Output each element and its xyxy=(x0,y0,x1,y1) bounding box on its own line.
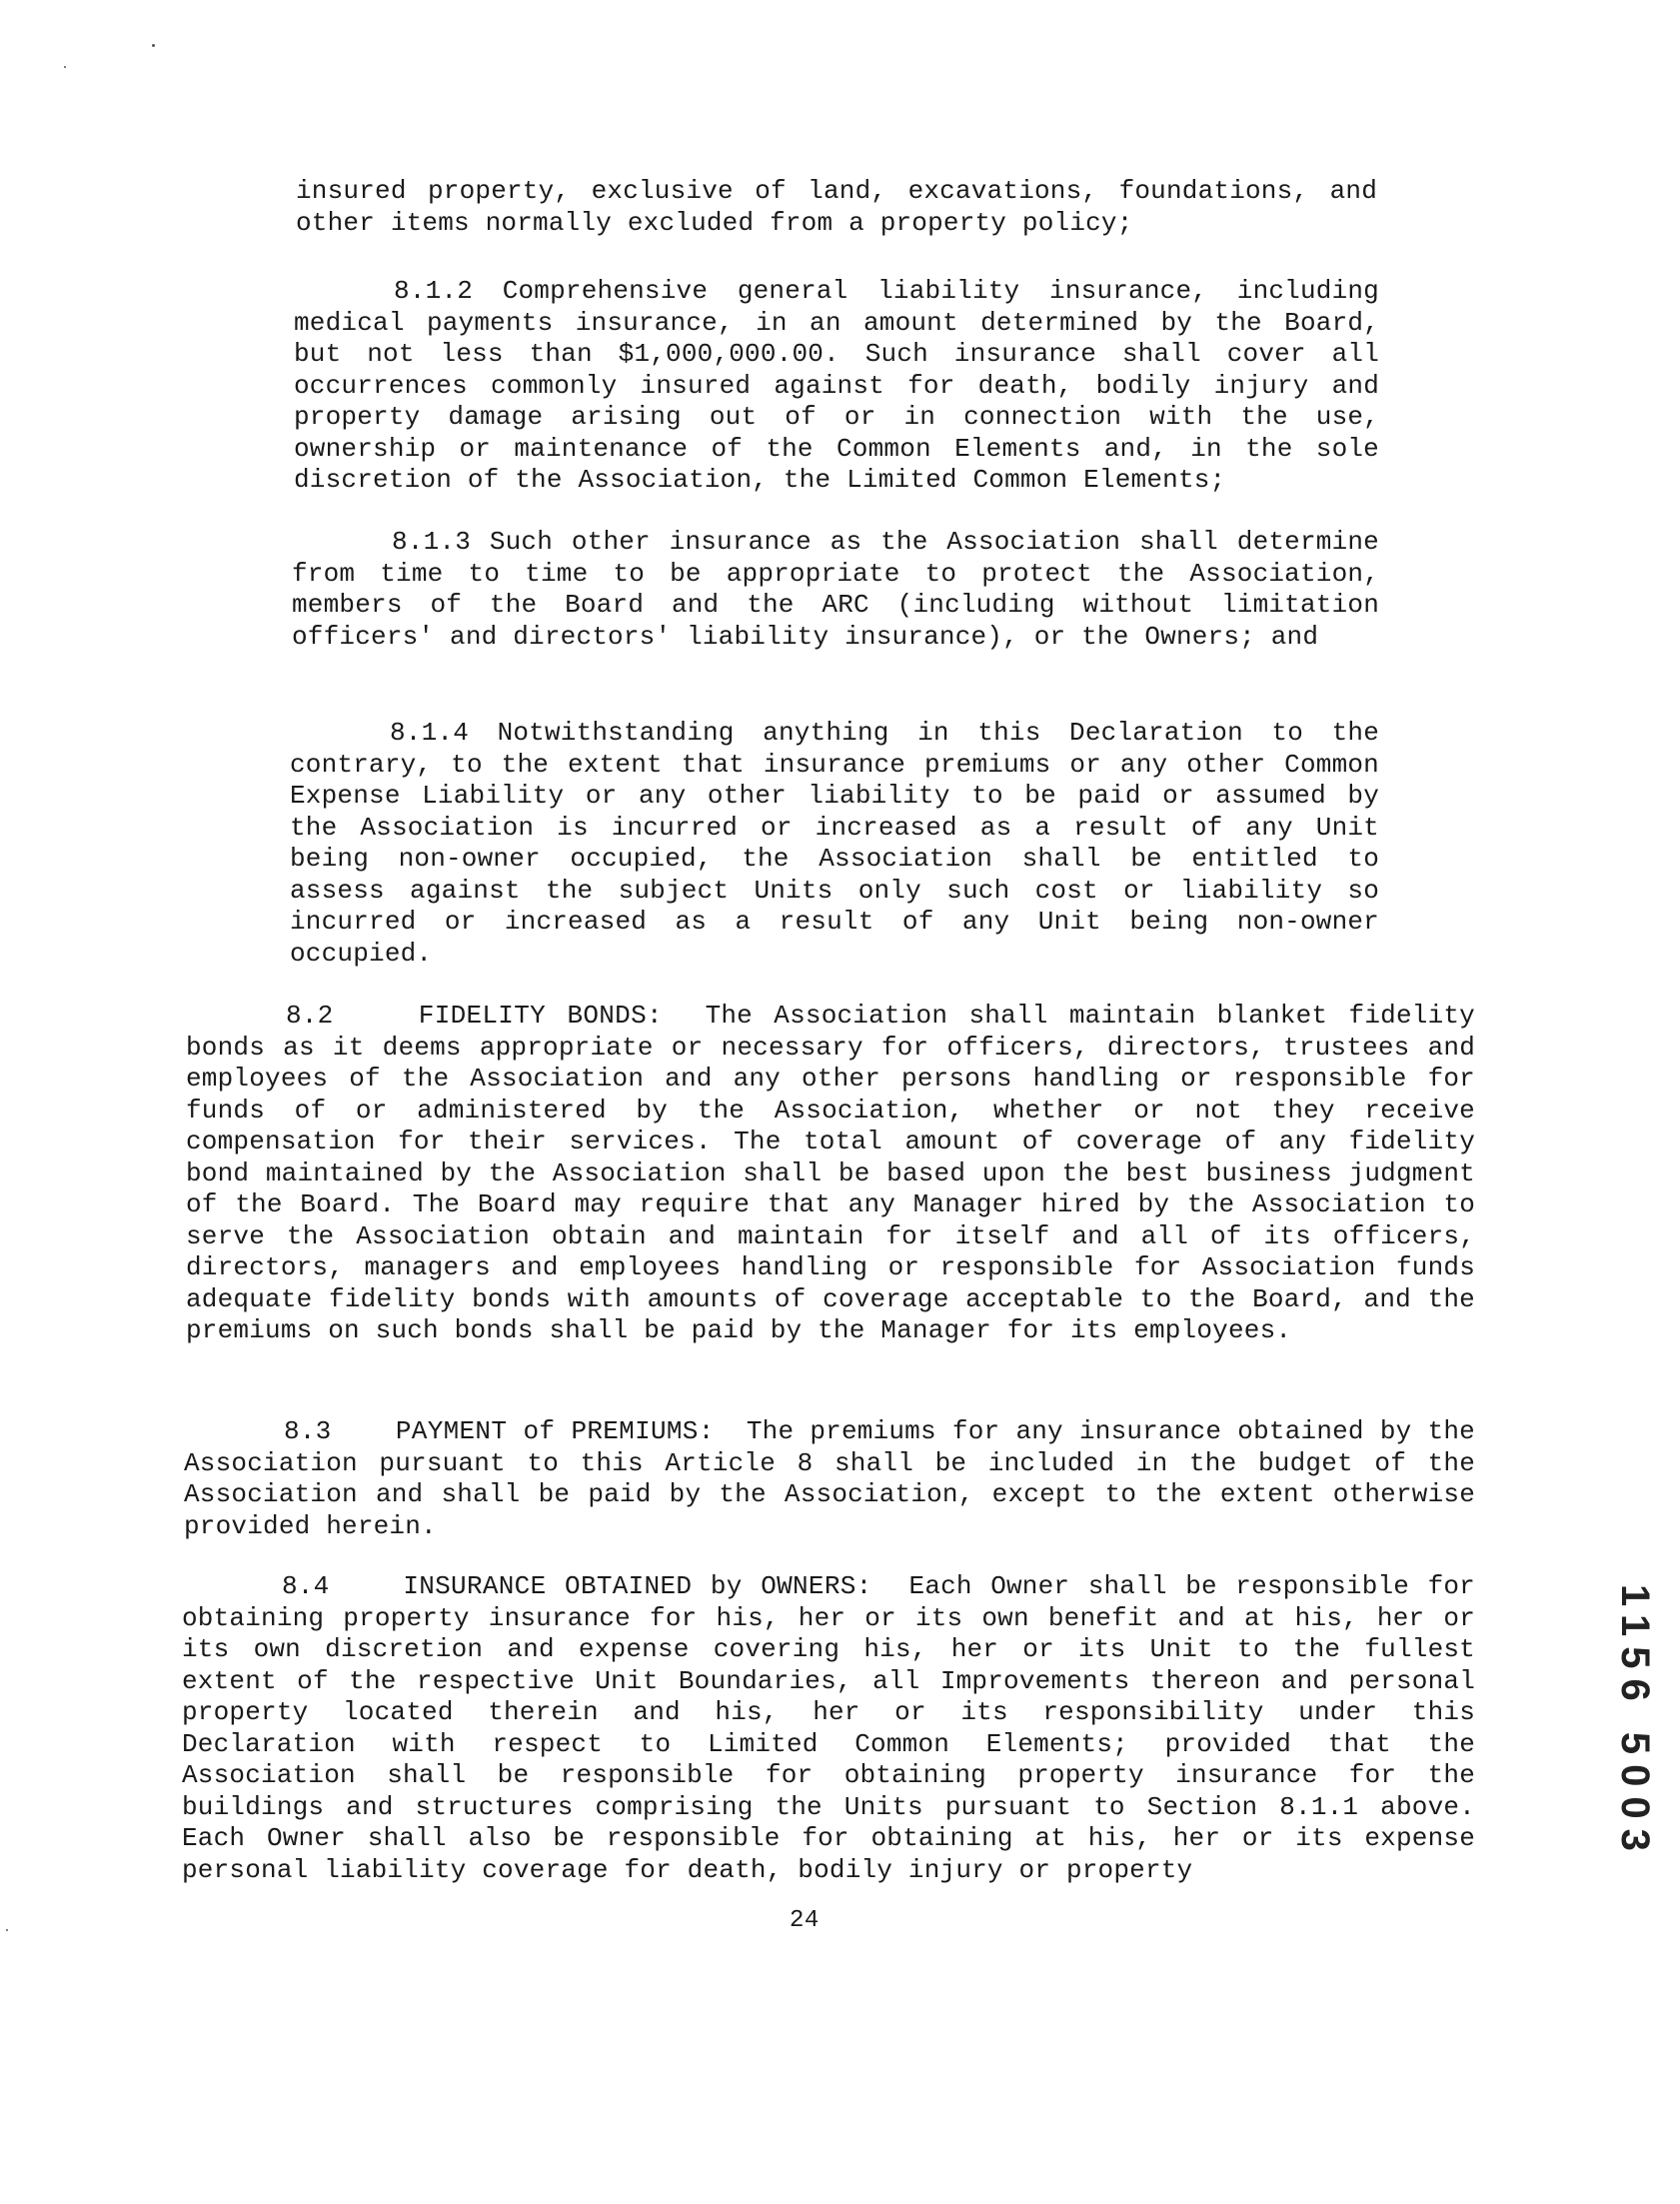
section-8-2 xyxy=(186,1001,1475,1347)
scan-speck xyxy=(64,66,66,68)
section-number: 8.4 xyxy=(282,1571,330,1601)
paragraph-8-1-3: 8.1.3 Such other insurance as the Association shall determine from time to time to be appropriate to protect the Association, members of the Board and the ARC (including without limitation officers' and directors' liability insurance), or the Owners; and xyxy=(292,527,1379,652)
paragraph-8-1-2: 8.1.2 Comprehensive general liability insurance, including medical payments insurance, in an amount determined by the Board, but not less than $1,000,000.00. Such insurance shall cover all occurrences commonly insured against for death, bodily injury and property damage arising out of or in connection with the use, ownership or maintenance of the Common Elements and, in the sole discretion of the Association, the Limited Common Elements; xyxy=(294,276,1379,495)
margin-stamp xyxy=(1613,1584,1657,1924)
section-body: Each Owner shall be responsible for obtaining property insurance for his, her or its own benefit and at his, her or its own discretion and expense covering his, her or its Unit to the fullest extent of the respective Unit Boundaries, all Improvements thereon and personal property located therein and his, her or its responsibility under this Declaration with respect to Limited Common Elements; provided that the Association shall be responsible for obtaining property insurance for the buildings and structures comprising the Units pursuant to Section 8.1.1 above. Each Owner shall also be responsible for obtaining at his, her or its expense personal liability coverage for death, bodily injury or property xyxy=(182,1571,1475,1885)
margin-stamp-text: 1156 5003 xyxy=(1613,1584,1657,1861)
section-8-3 xyxy=(184,1416,1475,1542)
section-body: The Association shall maintain blanket fidelity bonds as it deems appropriate or necessary for officers, directors, trustees and employees of the Association and any other persons handling or responsible for funds of or administered by the Association, whether or not they receive compensation for their services. The total amount of coverage of any fidelity bond maintained by the Association shall be based upon the best business judgment of the Board. The Board may require that any Manager hired by the Association to serve the Association obtain and maintain for itself and all of its officers, directors, managers and employees handling or responsible for Association funds adequate fidelity bonds with amounts of coverage acceptable to the Board, and the premiums on such bonds shall be paid by the Manager for its employees. xyxy=(186,1001,1475,1345)
section-body: The premiums for any insurance obtained by the Association pursuant to this Article 8 shall be included in the budget of the Association and shall be paid by the Association, except to the extent otherwise provided herein. xyxy=(184,1416,1475,1541)
section-number: 8.3 xyxy=(284,1416,332,1446)
section-heading: PAYMENT of PREMIUMS: xyxy=(395,1416,715,1446)
paragraph-8-1-4: 8.1.4 Notwithstanding anything in this Declaration to the contrary, to the extent that insurance premiums or any other Common Expense Liability or any other liability to be paid or assumed by the Association is incurred or increased as a result of any Unit being non-owner occupied, the Association shall be entitled to assess against the subject Units only such cost or liability so incurred or increased as a result of any Unit being non-owner occupied. xyxy=(290,718,1379,969)
section-number: 8.2 xyxy=(286,1001,334,1031)
page-number: 24 xyxy=(790,1907,820,1934)
scan-speck xyxy=(152,44,155,47)
section-heading: FIDELITY BONDS: xyxy=(418,1001,663,1031)
section-8-4 xyxy=(182,1571,1475,1886)
scan-speck xyxy=(6,1929,8,1931)
paragraph-continuation: insured property, exclusive of land, excavations, foundations, and other items normally excluded from a property policy; xyxy=(296,176,1377,238)
section-heading: INSURANCE OBTAINED by OWNERS: xyxy=(403,1571,872,1601)
